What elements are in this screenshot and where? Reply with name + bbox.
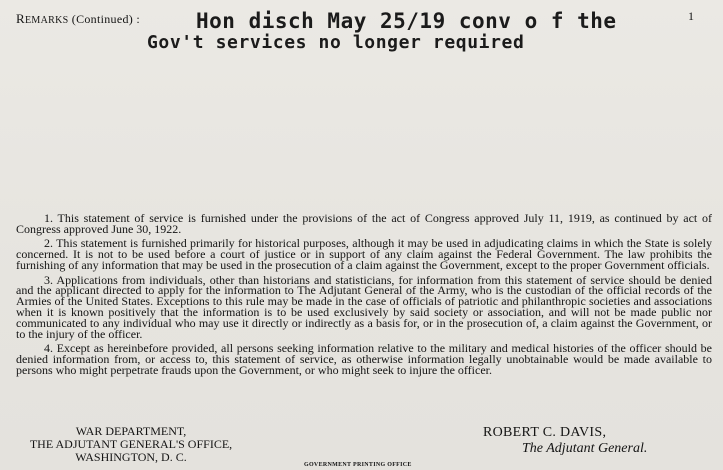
typed-remark-line-1: Hon disch May 25/19 conv o f the	[196, 9, 617, 33]
remarks-label-initial: R	[16, 11, 25, 26]
issuing-office-block	[16, 425, 246, 464]
office-city: WASHINGTON, D. C.	[75, 450, 187, 464]
page-number-mark: 1	[688, 9, 694, 23]
signer-title: The Adjutant General.	[522, 441, 648, 456]
typed-remark-line-2: Gov't services no longer required	[147, 32, 525, 53]
statement-notes	[16, 213, 712, 380]
note-4: 4. Except as hereinbefore provided, all persons seeking information relative to the military and medical histories of the officer should be denied information from, or access to, this statement of service, as otherwise information legally unobtainable would be made available to persons who might perpetrate frauds upon the Government, or who might seek to injure the officer.	[16, 341, 712, 378]
note-1: 1. This statement of service is furnished under the provisions of the act of Congress approved July 11, 1919, as continued by act of Congress approved June 30, 1922.	[16, 211, 712, 236]
note-2: 2. This statement is furnished primarily for historical purposes, although it may be used in adjudicating claims in which the State is solely concerned. It is not to be used before a court of justice or in support of any claim against the Federal Government. The law prohibits the furnishing of any information that may be used in the prosecution of a claim against the Government, except to the proper Government officials.	[16, 236, 712, 273]
note-3: 3. Applications from individuals, other than historians and statisticians, for information from this statement of service should be denied and the applicant directed to apply for the information to The Adjutant General of the Army, who is the custodian of the official records of the Armies of the United States. Exceptions to this rule may be made in the case of officials of patriotic and philanthropic societies and associations when it is known positively that the information is to be used exclusively by said society or association, and will not be made public nor communicated to any individual who may use it directly or indirectly as a basis for, or in the prosecution of, a claim against the Government, or to the injury of the officer.	[16, 272, 712, 342]
signer-name: ROBERT C. DAVIS,	[483, 425, 607, 440]
remarks-label	[16, 11, 140, 27]
office-name: THE ADJUTANT GENERAL'S OFFICE,	[29, 437, 233, 451]
remarks-label-suffix: (Continued) :	[68, 12, 140, 26]
printer-imprint: GOVERNMENT PRINTING OFFICE	[304, 462, 412, 468]
department-name: WAR DEPARTMENT,	[75, 424, 187, 438]
remarks-label-rest: EMARKS	[24, 15, 69, 26]
signature-block	[470, 425, 700, 457]
